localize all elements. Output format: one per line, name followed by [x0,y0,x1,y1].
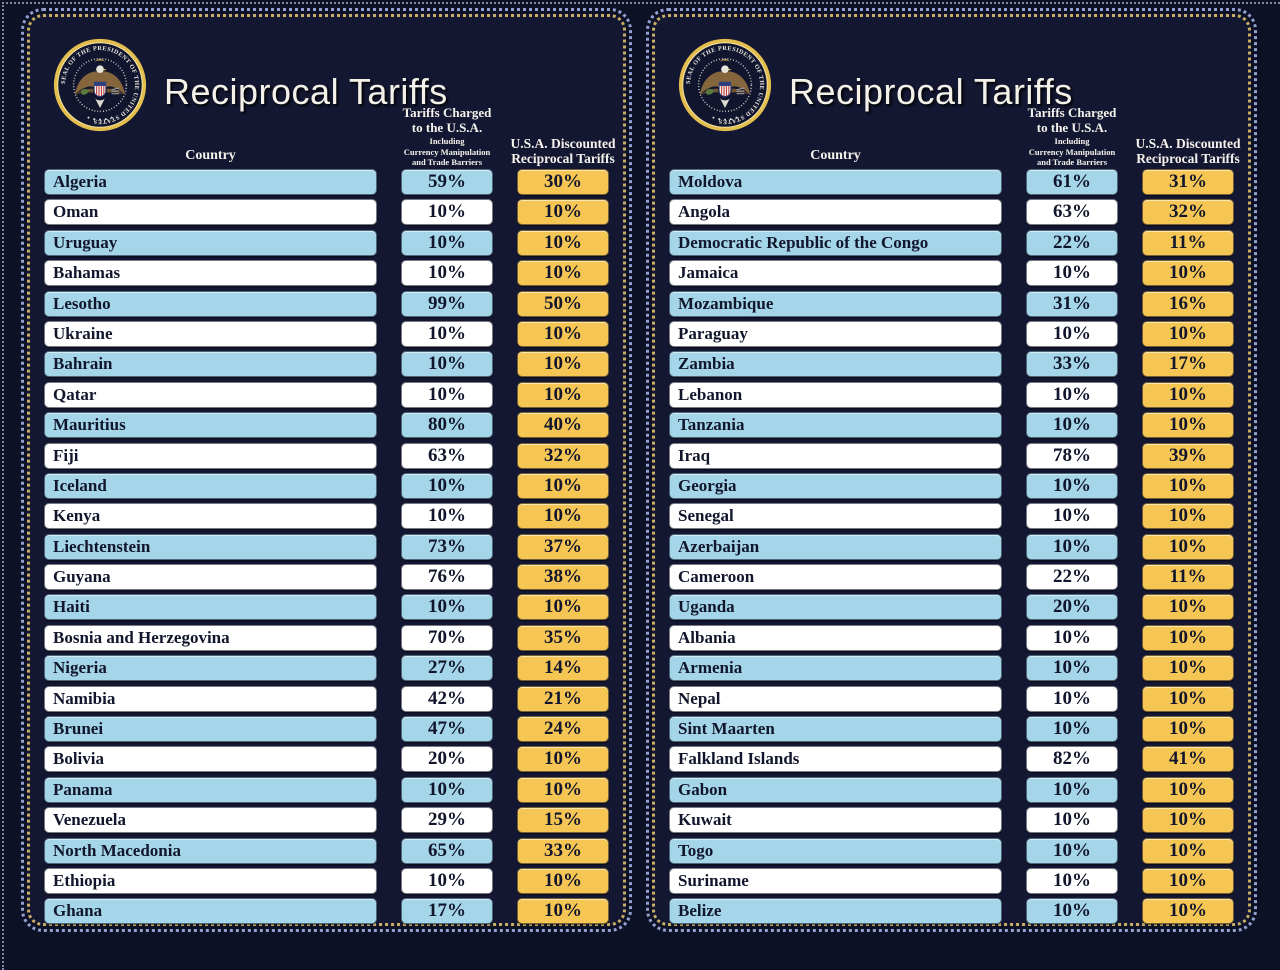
table-row [669,716,1234,742]
discounted-line1: U.S.A. Discounted [510,135,616,151]
country-cell: Uruguay [44,230,377,256]
country-cell: Falkland Islands [669,746,1002,772]
panel-header [44,23,616,169]
column-header-charged [403,106,492,167]
tariff-charged-cell: 10% [401,321,493,347]
tariff-charged-cell: 82% [1026,746,1118,772]
table-row [669,898,1234,924]
table-row [669,503,1234,529]
table-row [44,838,609,864]
column-header-charged [1028,106,1117,167]
country-cell: Bosnia and Herzegovina [44,625,377,651]
tariff-table-body [44,169,609,924]
table-row [44,351,609,377]
tariff-charged-cell: 10% [1026,655,1118,681]
tariff-charged-cell: 10% [1026,503,1118,529]
tariff-charged-cell: 10% [401,868,493,894]
tariff-discounted-cell: 10% [1142,898,1234,924]
country-cell: Albania [669,625,1002,651]
tariff-charged-cell: 20% [401,746,493,772]
table-row [44,807,609,833]
tariff-discounted-cell: 10% [517,260,609,286]
tariff-discounted-cell: 33% [517,838,609,864]
country-cell: Cameroon [669,564,1002,590]
tariff-poster [27,14,1251,926]
tariff-discounted-cell: 38% [517,564,609,590]
country-cell: Bolivia [44,746,377,772]
tariff-charged-cell: 76% [401,564,493,590]
discounted-line2: Reciprocal Tariffs [1136,151,1240,167]
table-row [44,534,609,560]
tariff-discounted-cell: 10% [1142,716,1234,742]
tariff-charged-cell: 80% [401,412,493,438]
tariff-discounted-cell: 10% [1142,868,1234,894]
tariff-discounted-cell: 32% [517,443,609,469]
charged-sub-line2: Currency Manipulation [403,146,491,157]
country-cell: Paraguay [669,321,1002,347]
table-row [669,412,1234,438]
country-cell: Liechtenstein [44,534,377,560]
tariff-charged-cell: 31% [1026,291,1118,317]
tariff-discounted-cell: 30% [517,169,609,195]
tariff-charged-cell: 17% [401,898,493,924]
table-row [669,868,1234,894]
tariff-discounted-cell: 35% [517,625,609,651]
table-row [44,291,609,317]
tariff-discounted-cell: 10% [1142,473,1234,499]
tariff-discounted-cell: 10% [517,868,609,894]
page-title: Reciprocal Tariffs [164,71,448,112]
country-cell: Georgia [669,473,1002,499]
table-row [669,655,1234,681]
charged-sub-line1: Including [1054,136,1090,147]
table-row [669,564,1234,590]
tariff-discounted-cell: 10% [1142,594,1234,620]
tariff-discounted-cell: 10% [1142,412,1234,438]
tariff-charged-cell: 10% [1026,382,1118,408]
country-cell: Democratic Republic of the Congo [669,230,1002,256]
table-row [44,594,609,620]
country-cell: Oman [44,199,377,225]
column-header-discounted [1136,136,1241,167]
tariff-charged-cell: 70% [401,625,493,651]
tariff-discounted-cell: 10% [1142,321,1234,347]
tariff-discounted-cell: 10% [1142,382,1234,408]
column-header-discounted [511,136,616,167]
country-cell: Gabon [669,777,1002,803]
tariff-charged-cell: 99% [401,291,493,317]
tariff-charged-cell: 10% [1026,473,1118,499]
tariff-charged-cell: 22% [1026,564,1118,590]
country-cell: Senegal [669,503,1002,529]
column-headers [44,105,616,167]
tariff-discounted-cell: 10% [517,321,609,347]
discounted-line2: Reciprocal Tariffs [511,151,615,167]
tariff-discounted-cell: 11% [1142,564,1234,590]
country-cell: Ukraine [44,321,377,347]
tariff-discounted-cell: 10% [517,199,609,225]
tariff-discounted-cell: 10% [1142,655,1234,681]
tariff-discounted-cell: 10% [1142,625,1234,651]
table-row [44,230,609,256]
table-row [44,655,609,681]
tariff-discounted-cell: 10% [1142,534,1234,560]
tariff-charged-cell: 10% [1026,838,1118,864]
tariff-charged-cell: 59% [401,169,493,195]
country-cell: Iceland [44,473,377,499]
country-cell: Mozambique [669,291,1002,317]
tariff-charged-cell: 10% [1026,412,1118,438]
tariff-charged-cell: 10% [1026,716,1118,742]
tariff-charged-cell: 61% [1026,169,1118,195]
tariff-charged-cell: 63% [401,443,493,469]
tariff-discounted-cell: 10% [517,777,609,803]
country-cell: Lebanon [669,382,1002,408]
tariff-discounted-cell: 37% [517,534,609,560]
tariff-discounted-cell: 10% [1142,777,1234,803]
tariff-discounted-cell: 39% [1142,443,1234,469]
table-row [669,230,1234,256]
tariff-discounted-cell: 10% [517,230,609,256]
tariff-charged-cell: 20% [1026,594,1118,620]
tariff-discounted-cell: 10% [517,503,609,529]
country-cell: Ghana [44,898,377,924]
tariff-discounted-cell: 40% [517,412,609,438]
charged-sub-line3: and Trade Barriers [1036,156,1108,167]
tariff-charged-cell: 10% [1026,534,1118,560]
table-row [669,746,1234,772]
country-cell: Fiji [44,443,377,469]
table-row [44,686,609,712]
tariff-discounted-cell: 10% [517,746,609,772]
tariff-charged-cell: 10% [1026,321,1118,347]
discounted-line1: U.S.A. Discounted [1135,135,1241,151]
table-row [44,777,609,803]
table-row [669,594,1234,620]
tariff-charged-cell: 10% [401,473,493,499]
country-cell: Bahamas [44,260,377,286]
tariff-charged-cell: 29% [401,807,493,833]
country-cell: Zambia [669,351,1002,377]
table-row [44,746,609,772]
tariff-charged-cell: 42% [401,686,493,712]
tariff-charged-cell: 10% [1026,777,1118,803]
country-cell: Nepal [669,686,1002,712]
charged-line1: Tariffs Charged [1027,105,1117,121]
country-cell: Moldova [669,169,1002,195]
country-cell: North Macedonia [44,838,377,864]
country-cell: Uganda [669,594,1002,620]
country-cell: Tanzania [669,412,1002,438]
table-row [44,443,609,469]
country-cell: Bahrain [44,351,377,377]
country-cell: Suriname [669,868,1002,894]
tariff-discounted-cell: 10% [517,473,609,499]
tariff-charged-cell: 10% [1026,686,1118,712]
table-row [44,625,609,651]
charged-subtitle [403,136,492,167]
tariff-discounted-cell: 10% [517,351,609,377]
tariff-charged-cell: 10% [401,230,493,256]
tariff-charged-cell: 10% [1026,807,1118,833]
tariff-discounted-cell: 16% [1142,291,1234,317]
country-cell: Qatar [44,382,377,408]
tariff-discounted-cell: 50% [517,291,609,317]
tariff-panel-left [27,14,626,926]
table-row [44,503,609,529]
tariff-charged-cell: 33% [1026,351,1118,377]
table-row [669,321,1234,347]
tariff-charged-cell: 63% [1026,199,1118,225]
table-row [669,473,1234,499]
table-row [669,686,1234,712]
country-cell: Namibia [44,686,377,712]
tariff-charged-cell: 10% [1026,898,1118,924]
tariff-charged-cell: 10% [1026,625,1118,651]
tariff-discounted-cell: 31% [1142,169,1234,195]
tariff-charged-cell: 10% [401,260,493,286]
tariff-charged-cell: 47% [401,716,493,742]
tariff-charged-cell: 10% [401,351,493,377]
tariff-discounted-cell: 15% [517,807,609,833]
tariff-table-body [669,169,1234,924]
table-row [44,898,609,924]
country-cell: Ethiopia [44,868,377,894]
tariff-discounted-cell: 32% [1142,199,1234,225]
country-cell: Sint Maarten [669,716,1002,742]
table-row [669,777,1234,803]
tariff-charged-cell: 10% [401,382,493,408]
charged-line2: to the U.S.A. [1036,119,1108,135]
charged-subtitle [1028,136,1117,167]
tariff-charged-cell: 27% [401,655,493,681]
table-row [44,321,609,347]
tariff-discounted-cell: 10% [1142,838,1234,864]
tariff-discounted-cell: 10% [1142,260,1234,286]
table-row [669,199,1234,225]
table-row [44,169,609,195]
country-cell: Lesotho [44,291,377,317]
tariff-charged-cell: 10% [1026,260,1118,286]
tariff-discounted-cell: 10% [517,594,609,620]
country-cell: Nigeria [44,655,377,681]
country-cell: Iraq [669,443,1002,469]
table-row [669,534,1234,560]
country-cell: Jamaica [669,260,1002,286]
country-cell: Mauritius [44,412,377,438]
table-row [44,716,609,742]
charged-line1: Tariffs Charged [402,105,492,121]
tariff-charged-cell: 10% [401,594,493,620]
tariff-charged-cell: 10% [401,503,493,529]
tariff-discounted-cell: 21% [517,686,609,712]
tariff-discounted-cell: 10% [517,382,609,408]
country-cell: Guyana [44,564,377,590]
tariff-charged-cell: 22% [1026,230,1118,256]
country-cell: Venezuela [44,807,377,833]
tariff-discounted-cell: 10% [517,898,609,924]
charged-sub-line2: Currency Manipulation [1028,146,1116,157]
table-row [669,807,1234,833]
country-cell: Kuwait [669,807,1002,833]
panel-header [669,23,1241,169]
table-row [44,199,609,225]
table-row [669,169,1234,195]
charged-sub-line1: Including [429,136,465,147]
table-row [669,443,1234,469]
tariff-discounted-cell: 10% [1142,503,1234,529]
country-cell: Panama [44,777,377,803]
column-headers [669,105,1241,167]
tariff-discounted-cell: 17% [1142,351,1234,377]
country-cell: Kenya [44,503,377,529]
column-header-country: Country [185,148,236,163]
country-cell: Angola [669,199,1002,225]
tariff-discounted-cell: 41% [1142,746,1234,772]
tariff-discounted-cell: 10% [1142,686,1234,712]
table-row [669,838,1234,864]
tariff-charged-cell: 65% [401,838,493,864]
tariff-charged-cell: 10% [401,199,493,225]
table-row [44,382,609,408]
table-row [669,625,1234,651]
column-header-country: Country [810,148,861,163]
table-row [44,412,609,438]
table-row [669,351,1234,377]
country-cell: Algeria [44,169,377,195]
country-cell: Brunei [44,716,377,742]
country-cell: Armenia [669,655,1002,681]
table-row [669,260,1234,286]
tariff-discounted-cell: 14% [517,655,609,681]
page-title: Reciprocal Tariffs [789,71,1073,112]
tariff-charged-cell: 10% [401,777,493,803]
table-row [44,260,609,286]
country-cell: Belize [669,898,1002,924]
tariff-discounted-cell: 24% [517,716,609,742]
tariff-charged-cell: 73% [401,534,493,560]
table-row [44,473,609,499]
tariff-discounted-cell: 10% [1142,807,1234,833]
table-row [669,382,1234,408]
country-cell: Azerbaijan [669,534,1002,560]
tariff-charged-cell: 78% [1026,443,1118,469]
table-row [669,291,1234,317]
tariff-discounted-cell: 11% [1142,230,1234,256]
tariff-panel-right [652,14,1251,926]
country-cell: Togo [669,838,1002,864]
tariff-charged-cell: 10% [1026,868,1118,894]
table-row [44,564,609,590]
charged-sub-line3: and Trade Barriers [411,156,483,167]
country-cell: Haiti [44,594,377,620]
table-row [44,868,609,894]
charged-line2: to the U.S.A. [411,119,483,135]
